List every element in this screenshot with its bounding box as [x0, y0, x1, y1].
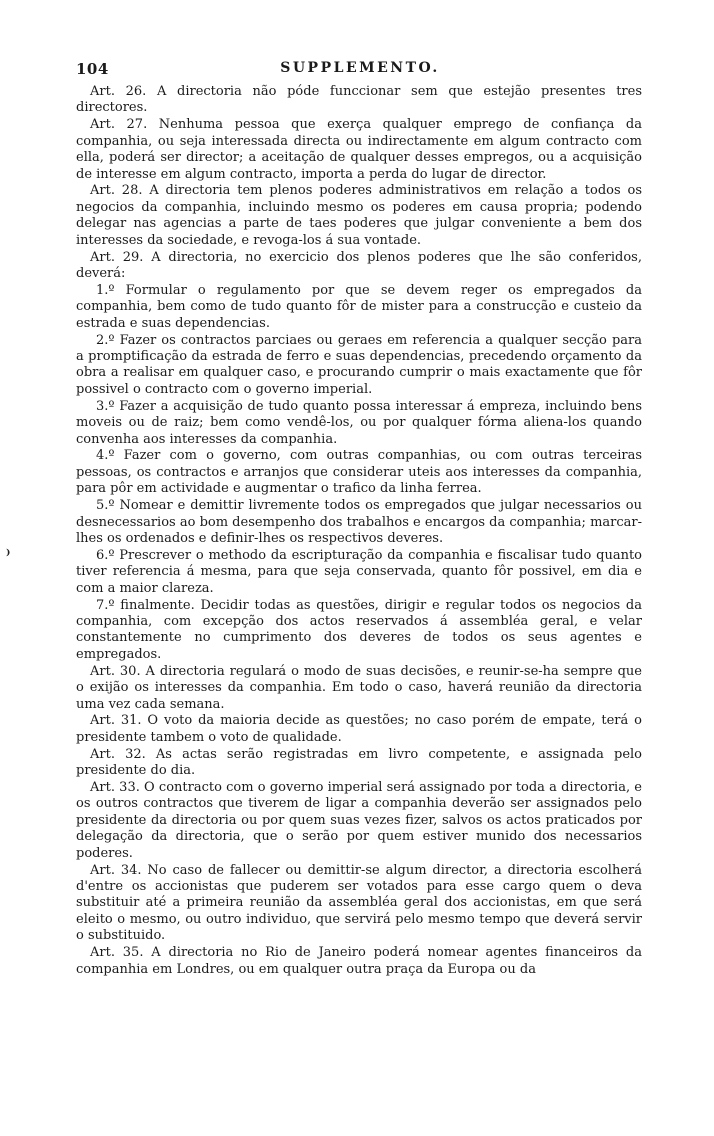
article-29-item-1: 1.º Formular o regulamento por que se devem reger os empregados da companhia, bem como de tudo quanto fôr de mister para a construcção e custeio da estrada e suas dependencias.	[76, 282, 642, 331]
article-29-item-6: 6.º Prescrever o methodo da escripturação da companhia e fiscalisar tudo quanto tiver referencia á mesma, para que seja conservada, quanto fôr possivel, em dia e com a maior clareza.	[76, 547, 642, 596]
article-28: Art. 28. A directoria tem plenos poderes administrativos em relação a todos os negocios da companhia, incluindo mesmo os poderes em causa propria; podendo delegar nas agencias a parte de taes poderes que julgar conveniente a bem dos interesses da sociedade, e revoga-los á sua vontade.	[76, 183, 642, 248]
article-29-item-4: 4.º Fazer com o governo, com outras companhias, ou com outras terceiras pessoas, os contractos e arranjos que considerar uteis aos interesses da companhia, para pôr em actividade e augmentar o trafico da linha ferrea.	[76, 448, 642, 497]
article-33: Art. 33. O contracto com o governo imperial será assignado por toda a directoria, e os outros contractos que tiverem de ligar a companhia deverão ser assignados pelo presidente da directoria ou por quem suas vezes fizer, salvos os actos praticados por delegação da directoria, que o serão por quem estiver munido dos necessarios poderes.	[76, 780, 642, 861]
article-29: Art. 29. A directoria, no exercicio dos plenos poderes que lhe são conferidos, deverá:	[76, 249, 642, 281]
page-number: 104	[76, 60, 109, 78]
article-31: Art. 31. O voto da maioria decide as questões; no caso porém de empate, terá o presidente tambem o voto de qualidade.	[76, 713, 642, 745]
article-34: Art. 34. No caso de fallecer ou demittir-se algum director, a directoria escolherá d'entre os accionistas que puderem ser votados para esse cargo quem o deva substituir até a primeira reunião da assembléa geral dos accionistas, em que será eleito o mesmo, ou outro individuo, que servirá pelo mesmo tempo que deverá servir o substituido.	[76, 862, 642, 944]
body-text	[76, 84, 642, 978]
article-26: Art. 26. A directoria não póde funccionar sem que estejão presentes tres directores.	[76, 84, 642, 116]
article-29-item-3: 3.º Fazer a acquisição de tudo quanto possa interessar á empreza, incluindo bens moveis ou de raiz; bem como vendê-los, ou por qualquer fórma aliena-los quando convenha aos interesses da companhia.	[76, 398, 642, 447]
page-header	[76, 60, 644, 82]
article-29-item-7: 7.º finalmente. Decidir todas as questões, dirigir e regular todos os negocios da companhia, com excepção dos actos reservados á assembléa geral, e velar constantemente no cumprimento dos deveres de todos os seus agentes e empregados.	[76, 597, 642, 662]
margin-mark: ⁾	[6, 546, 11, 564]
article-29-item-2: 2.º Fazer os contractos parciaes ou geraes em referencia a qualquer secção para a promptificação da estrada de ferro e suas dependencias, precedendo orçamento da obra a realisar em qualquer caso, e procurando cumprir o mais exactamente que fôr possivel o contracto com o governo imperial.	[76, 332, 642, 397]
article-29-item-5: 5.º Nomear e demittir livremente todos os empregados que julgar necessarios ou desnecessarios ao bom desempenho dos trabalhos e encargos da companhia; marcar-lhes os ordenados e definir-lhes os respectivos deveres.	[76, 498, 642, 546]
article-27: Art. 27. Nenhuma pessoa que exerça qualquer emprego de confiança da companhia, ou seja interessada directa ou indirectamente em algum contracto com ella, poderá ser director; a aceitação de qualquer desses empregos, ou a acquisição de interesse em algum contracto, importa a perda do lugar de director.	[76, 117, 642, 182]
article-30: Art. 30. A directoria regulará o modo de suas decisões, e reunir-se-ha sempre que o exijão os interesses da companhia. Em todo o caso, haverá reunião da directoria uma vez cada semana.	[76, 663, 642, 712]
article-32: Art. 32. As actas serão registradas em livro competente, e assignada pelo presidente do dia.	[76, 746, 642, 779]
article-35: Art. 35. A directoria no Rio de Janeiro poderá nomear agentes financeiros da companhia em Londres, ou em qualquer outra praça da Europa ou da	[76, 945, 642, 977]
running-title: SUPPLEMENTO.	[280, 60, 440, 76]
